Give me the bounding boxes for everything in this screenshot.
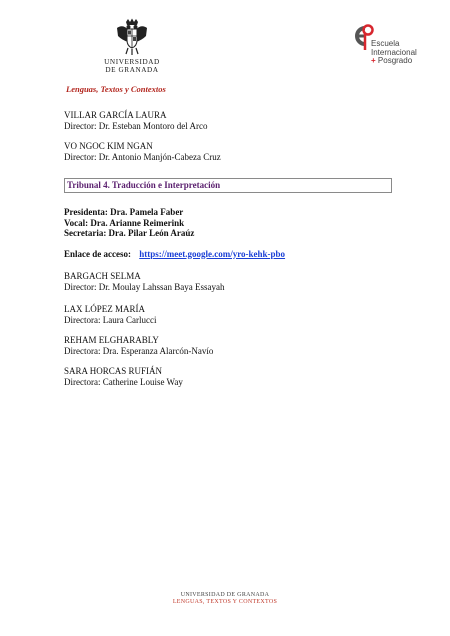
student-entry bbox=[64, 335, 394, 356]
student-name: REHAM ELGHARABLY bbox=[64, 335, 159, 345]
student-name: BARGACH SELMA bbox=[64, 271, 141, 281]
access-link-line bbox=[64, 249, 394, 260]
footer-university: UNIVERSIDAD DE GRANADA bbox=[180, 592, 270, 598]
tribunal-vocal: Vocal: Dra. Arianne Reimerink bbox=[64, 217, 185, 228]
student-entry bbox=[64, 141, 394, 162]
supervisor: Director: Dr. Esteban Montoro del Arco bbox=[64, 120, 208, 131]
supervisor: Directora: Catherine Louise Way bbox=[64, 376, 183, 387]
eip-plus: + bbox=[371, 56, 376, 65]
university-crest-icon bbox=[114, 18, 150, 56]
university-line-1: UNIVERSIDAD bbox=[104, 58, 160, 66]
student-name: VILLAR GARCÍA LAURA bbox=[64, 110, 167, 120]
tribunal-presidenta: Presidenta: Dra. Pamela Faber bbox=[64, 207, 184, 217]
eip-line-2: Internacional bbox=[371, 47, 417, 57]
university-name bbox=[96, 58, 168, 74]
student-entry bbox=[64, 304, 394, 325]
eip-line-3-wrapper bbox=[371, 57, 417, 66]
student-name: LAX LÓPEZ MARÍA bbox=[64, 304, 145, 314]
eip-logo bbox=[352, 24, 434, 68]
supervisor: Directora: Laura Carlucci bbox=[64, 314, 157, 325]
student-entry bbox=[64, 110, 394, 131]
student-entry bbox=[64, 366, 394, 387]
student-name: VO NGOC KIM NGAN bbox=[64, 141, 153, 151]
meet-link[interactable]: https://meet.google.com/yro-kehk-pbo bbox=[139, 248, 286, 259]
tribunal-panel bbox=[64, 207, 394, 239]
eip-line-1: Escuela bbox=[371, 39, 400, 48]
tribunal-secretaria: Secretaria: Dra. Pilar León Araúz bbox=[64, 228, 195, 238]
student-entry bbox=[64, 271, 394, 292]
university-logo bbox=[96, 18, 168, 80]
eip-name bbox=[371, 40, 417, 66]
supervisor: Director: Dr. Antonio Manjón-Cabeza Cruz bbox=[64, 151, 221, 162]
page-footer bbox=[0, 592, 450, 606]
supervisor: Directora: Dra. Esperanza Alarcón-Navío bbox=[64, 345, 214, 356]
supervisor: Director: Dr. Moulay Lahssan Baya Essayah bbox=[64, 281, 225, 292]
access-link-label: Enlace de acceso: bbox=[64, 248, 131, 259]
student-name: SARA HORCAS RUFIÁN bbox=[64, 366, 163, 376]
footer-program: LENGUAS, TEXTOS Y CONTEXTOS bbox=[172, 599, 278, 605]
document-body bbox=[64, 110, 394, 397]
eip-line-3: Posgrado bbox=[377, 56, 413, 65]
tribunal-title: Tribunal 4. Traducción e Interpretación bbox=[64, 178, 392, 193]
program-name: Lenguas, Textos y Contextos bbox=[66, 84, 166, 94]
university-line-2: DE GRANADA bbox=[105, 66, 159, 74]
